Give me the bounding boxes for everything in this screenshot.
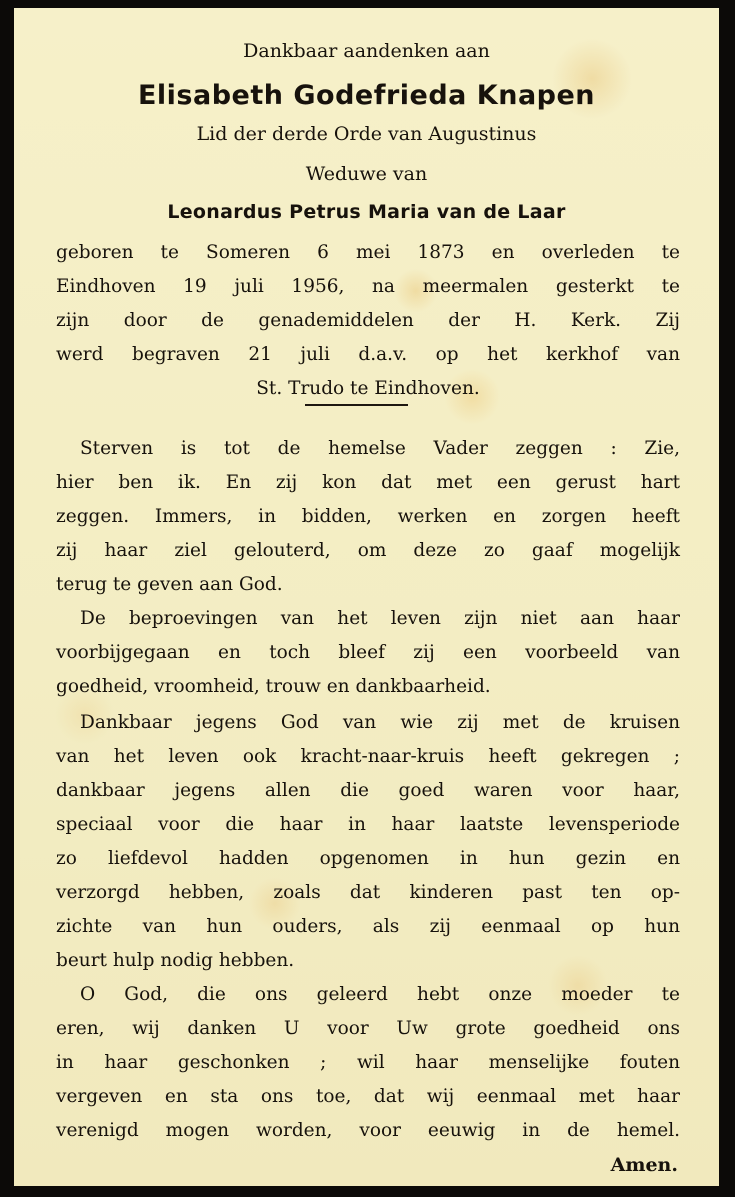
body-line: vergeven en sta ons toe, dat wij eenmaal met haar	[56, 1086, 680, 1107]
closing-amen: Amen.	[610, 1154, 678, 1176]
body-line: beurt hulp nodig hebben.	[56, 950, 295, 971]
spouse-name: Leonardus Petrus Maria van de Laar	[167, 201, 566, 223]
body-line: Dankbaar jegens God van wie zij met de kruisen	[80, 712, 680, 733]
memorial-card	[14, 8, 719, 1186]
intro-text: Dankbaar aandenken aan	[243, 40, 490, 62]
body-line: zichte van hun ouders, als zij eenmaal op hun	[56, 916, 680, 937]
religious-order: Lid der derde Orde van Augustinus	[196, 123, 537, 145]
body-line: zij haar ziel gelouterd, om deze zo gaaf mogelijk	[56, 540, 680, 561]
body-line: in haar geschonken ; wil haar menselijke fouten	[56, 1052, 680, 1073]
body-line: dankbaar jegens allen die goed waren voor haar,	[56, 780, 680, 801]
bio-line: werd begraven 21 juli d.a.v. op het kerkhof van	[56, 344, 680, 365]
body-line: voorbijgegaan en toch bleef zij een voorbeeld van	[56, 642, 680, 663]
body-line: terug te geven aan God.	[56, 574, 283, 595]
body-line: goedheid, vroomheid, trouw en dankbaarheid.	[56, 676, 491, 697]
bio-line: zijn door de genademiddelen der H. Kerk. Zij	[56, 310, 680, 331]
body-line: hier ben ik. En zij kon dat met een gerust hart	[56, 472, 680, 493]
bio-line: Eindhoven 19 juli 1956, na meermalen gesterkt te	[56, 276, 680, 297]
body-line: O God, die ons geleerd hebt onze moeder te	[80, 984, 680, 1005]
bio-line: St. Trudo te Eindhoven.	[256, 378, 480, 399]
divider-rule	[305, 404, 408, 406]
body-line: verenigd mogen worden, voor eeuwig in de hemel.	[56, 1120, 680, 1141]
body-line: verzorgd hebben, zoals dat kinderen past ten op-	[56, 882, 680, 903]
body-line: Sterven is tot de hemelse Vader zeggen : Zie,	[80, 438, 680, 459]
bio-line: geboren te Someren 6 mei 1873 en overleden te	[56, 242, 680, 263]
body-line: De beproevingen van het leven zijn niet aan haar	[80, 608, 680, 629]
body-line: speciaal voor die haar in haar laatste levensperiode	[56, 814, 680, 835]
widow-of-label: Weduwe van	[305, 163, 428, 185]
body-line: van het leven ook kracht-naar-kruis heeft gekregen ;	[56, 746, 680, 767]
body-line: zeggen. Immers, in bidden, werken en zorgen heeft	[56, 506, 680, 527]
deceased-name: Elisabeth Godefrieda Knapen	[137, 80, 596, 111]
body-line: zo liefdevol hadden opgenomen in hun gezin en	[56, 848, 680, 869]
body-line: eren, wij danken U voor Uw grote goedheid ons	[56, 1018, 680, 1039]
